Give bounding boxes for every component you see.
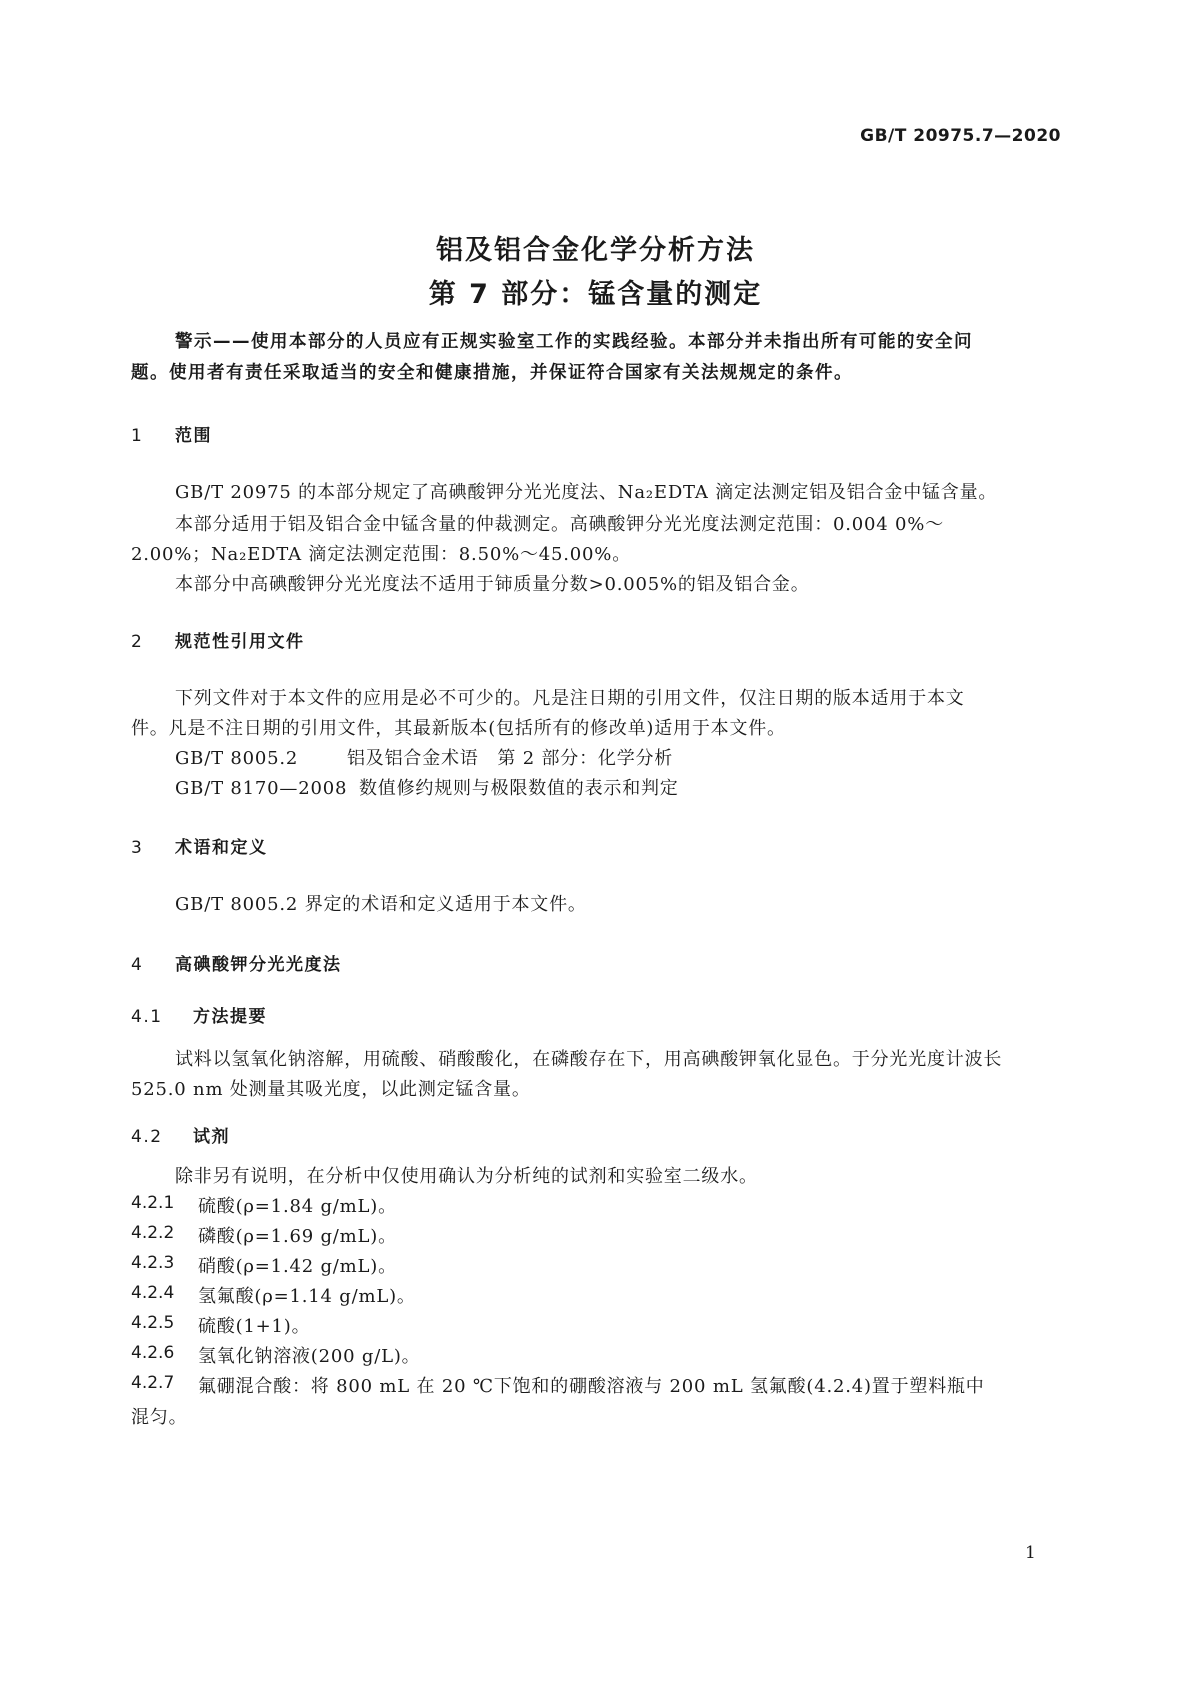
reagent-number: 4.2.5 xyxy=(131,1313,175,1333)
principle-line2: 525.0 nm 处测量其吸光度，以此测定锰含量。 xyxy=(131,1079,531,1100)
references-intro-line1: 下列文件对于本文件的应用是必不可少的。凡是注日期的引用文件，仅注日期的版本适用于本文 xyxy=(175,688,965,709)
reagent-text: 氢氟酸(ρ=1.14 g/mL)。 xyxy=(198,1286,416,1307)
reagent-number: 4.2.2 xyxy=(131,1223,175,1243)
section-4-heading: 4 高碘酸钾分光光度法 xyxy=(131,955,342,975)
reagent-number: 4.2.6 xyxy=(131,1343,175,1363)
reagent-text: 氢氧化钠溶液(200 g/L)。 xyxy=(198,1346,421,1367)
reference-item xyxy=(175,744,673,770)
reagent-text: 硫酸(1+1)。 xyxy=(198,1316,311,1337)
section-2-heading: 2 规范性引用文件 xyxy=(131,632,305,652)
section-3-heading: 3 术语和定义 xyxy=(131,838,268,858)
standard-number: GB/T 20975.7—2020 xyxy=(860,126,1061,146)
scope-paragraph-3: 本部分中高碘酸钾分光光度法不适用于铈质量分数>0.005%的铝及铝合金。 xyxy=(175,574,810,595)
reagent-text-continuation: 混匀。 xyxy=(131,1407,188,1428)
section-4-1-heading: 4.1 方法提要 xyxy=(131,1007,267,1027)
reference-code: GB/T 8170—2008 xyxy=(175,778,348,799)
reagent-number: 4.2.4 xyxy=(131,1283,175,1303)
reagent-text: 硝酸(ρ=1.42 g/mL)。 xyxy=(198,1256,397,1277)
document-title-line2: 第 7 部分：锰含量的测定 xyxy=(428,279,763,310)
reagent-number: 4.2.1 xyxy=(131,1193,175,1213)
references-intro-line2: 件。凡是不注日期的引用文件，其最新版本(包括所有的修改单)适用于本文件。 xyxy=(131,718,786,739)
reference-title: 数值修约规则与极限数值的表示和判定 xyxy=(359,778,679,799)
reagent-text: 磷酸(ρ=1.69 g/mL)。 xyxy=(198,1226,397,1247)
section-1-heading: 1 范围 xyxy=(131,426,212,446)
terms-paragraph: GB/T 8005.2 界定的术语和定义适用于本文件。 xyxy=(175,894,587,915)
page-number: 1 xyxy=(1025,1543,1036,1563)
section-4-2-heading: 4.2 试剂 xyxy=(131,1127,230,1147)
reagent-number: 4.2.3 xyxy=(131,1253,175,1273)
reference-title: 铝及铝合金术语 第 2 部分：化学分析 xyxy=(347,748,674,769)
reagent-number: 4.2.7 xyxy=(131,1373,175,1393)
document-title-line1: 铝及铝合金化学分析方法 xyxy=(436,235,755,266)
principle-line1: 试料以氢氧化钠溶解，用硫酸、硝酸酸化，在磷酸存在下，用高碘酸钾氧化显色。于分光光度计波长 xyxy=(175,1049,1003,1070)
reagent-text: 氟硼混合酸：将 800 mL 在 20 ℃下饱和的硼酸溶液与 200 mL 氢氟酸(4.2.4)置于塑料瓶中 xyxy=(198,1376,985,1397)
warning-line2: 题。使用者有责任采取适当的安全和健康措施，并保证符合国家有关法规规定的条件。 xyxy=(131,363,853,383)
warning-line1: 警示——使用本部分的人员应有正规实验室工作的实践经验。本部分并未指出所有可能的安全问 xyxy=(175,332,973,352)
reagent-text: 硫酸(ρ=1.84 g/mL)。 xyxy=(198,1196,397,1217)
reference-code: GB/T 8005.2 xyxy=(175,748,299,769)
reference-item xyxy=(175,774,679,800)
scope-paragraph-2-line2: 2.00%；Na₂EDTA 滴定法测定范围：8.50%～45.00%。 xyxy=(131,544,632,565)
reagents-intro: 除非另有说明，在分析中仅使用确认为分析纯的试剂和实验室二级水。 xyxy=(175,1166,758,1187)
scope-paragraph-2-line1: 本部分适用于铝及铝合金中锰含量的仲裁测定。高碘酸钾分光光度法测定范围：0.004 0%～ xyxy=(175,514,945,535)
scope-paragraph-1: GB/T 20975 的本部分规定了高碘酸钾分光光度法、Na₂EDTA 滴定法测定铝及铝合金中锰含量。 xyxy=(175,482,998,503)
